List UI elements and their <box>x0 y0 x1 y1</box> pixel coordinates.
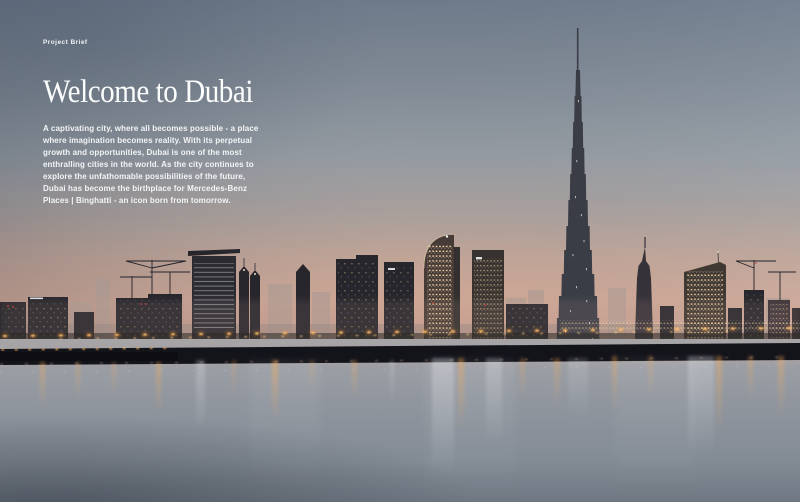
intro-line: where imagination becomes reality. With its perpetual <box>43 135 253 145</box>
intro-line: growth and opportunities, Dubai is one of the most <box>43 147 242 157</box>
intro-line: A captivating city, where all becomes possible - a place <box>43 123 259 133</box>
page-title: Welcome to Dubai <box>43 73 253 110</box>
intro-line: Dubai has become the birthplace for Mercedes-Benz <box>43 184 248 194</box>
intro-line: explore the unfathomable possibilities of the future, <box>43 172 246 182</box>
text-overlay <box>43 40 303 208</box>
kicker-label: Project Brief <box>43 39 88 46</box>
intro-line: Places | Binghatti - an icon born from tomorrow. <box>43 196 231 206</box>
intro-paragraph <box>43 123 303 208</box>
intro-line: enthralling cities in the world. As the city continues to <box>43 159 254 169</box>
